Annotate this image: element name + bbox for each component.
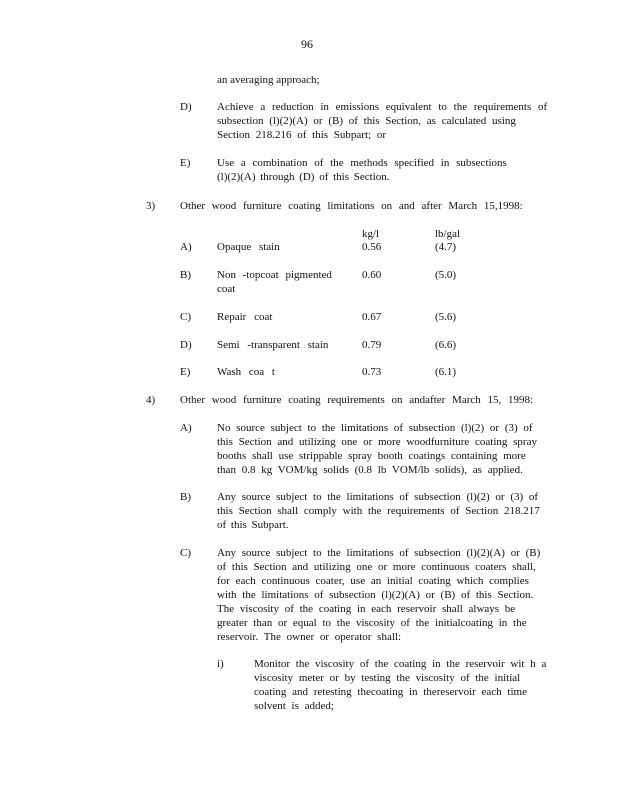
item-line: booths shall use strippable spray booth coatings containing more — [217, 450, 526, 462]
row-lb-value: (6.1) — [435, 366, 457, 378]
row-name: Semi -transparent stain — [217, 339, 329, 351]
item-d-line-2: subsection (l)(2)(A) or (B) of this Section, as calculated using — [217, 115, 516, 127]
row-kg-value: 0.73 — [362, 366, 382, 378]
item-4a-text — [217, 421, 539, 477]
item-line: The viscosity of the coating in each reservoir shall always be — [217, 603, 516, 615]
section-4-heading: Other wood furniture coating requirements on andafter March 15, 1998: — [180, 394, 534, 406]
row-lb-value: (5.6) — [435, 311, 457, 323]
sub-item-label: i) — [217, 658, 224, 670]
row-name-continued: coat — [217, 283, 236, 295]
item-label-e: E) — [180, 157, 191, 169]
row-lb-value: (5.0) — [435, 269, 457, 281]
sub-item-line: solvent is added; — [254, 700, 334, 712]
item-line: for each continuous coater, use an initial coating which complies — [217, 575, 529, 587]
item-d-text — [217, 100, 548, 142]
row-name: Non -topcoat pigmented — [217, 269, 332, 281]
item-line: with the limitations of subsection (l)(2)(A) or (B) of this Section. — [217, 589, 534, 601]
sub-item-line: coating and retesting thecoating in thereservoir each time — [254, 686, 527, 698]
page-number: 96 — [301, 37, 313, 51]
row-kg-value: 0.79 — [362, 339, 382, 351]
item-d-line-1: Achieve a reduction in emissions equivalent to the requirements of — [217, 101, 548, 113]
section-3-heading: Other wood furniture coating limitations on and after March 15,1998: — [180, 200, 523, 212]
item-line: Any source subject to the limitations of subsection (l)(2) or (3) of — [217, 491, 539, 503]
item-e-line-2: (l)(2)(A) through (D) of this Section. — [217, 171, 390, 183]
item-line: of this Section and utilizing one or more continuous coaters shall, — [217, 561, 536, 573]
item-4b-text — [217, 490, 539, 532]
sub-item-line: viscosity meter or by testing the viscosity of the initial — [254, 672, 521, 684]
row-name: Opaque stain — [217, 241, 280, 253]
item-line: No source subject to the limitations of subsection (l)(2) or (3) of — [217, 422, 533, 434]
item-line: reservoir. The owner or operator shall: — [217, 631, 402, 643]
item-e-line-1: Use a combination of the methods specified in subsections — [217, 157, 507, 169]
item-label-d: D) — [180, 101, 192, 113]
sub-item-line: Monitor the viscosity of the coating in the reservoir wit h a — [254, 658, 547, 670]
row-label: A) — [180, 241, 192, 253]
item-line: this Section shall comply with the requirements of Section 218.217 — [217, 505, 540, 517]
row-lb-value: (6.6) — [435, 339, 457, 351]
sub-item-text — [254, 657, 547, 713]
item-e-text — [217, 156, 517, 184]
item-label: B) — [180, 491, 191, 503]
row-label: C) — [180, 311, 191, 323]
item-label: A) — [180, 422, 192, 434]
row-name: Wash coa t — [217, 366, 275, 378]
column-header-kg: kg/l — [362, 228, 380, 240]
item-d-line-3: Section 218.216 of this Subpart; or — [217, 129, 386, 141]
row-kg-value: 0.56 — [362, 241, 382, 253]
item-4c-text — [217, 546, 539, 644]
item-line: than 0.8 kg VOM/kg solids (0.8 lb VOM/lb solids), as applied. — [217, 464, 523, 476]
section-4-number: 4) — [146, 394, 156, 406]
item-line: of this Subpart. — [217, 519, 289, 531]
row-kg-value: 0.60 — [362, 269, 382, 281]
row-lb-value: (4.7) — [435, 241, 457, 253]
item-line: this Section and utilizing one or more woodfurniture coating spray — [217, 436, 537, 448]
item-line: greater than or equal to the viscosity of the initialcoating in the — [217, 617, 527, 629]
row-kg-value: 0.67 — [362, 311, 382, 323]
row-label: D) — [180, 339, 192, 351]
item-label: C) — [180, 547, 191, 559]
item-line: Any source subject to the limitations of subsection (l)(2)(A) or (B) — [217, 547, 541, 559]
row-label: E) — [180, 366, 191, 378]
lead-line: an averaging approach; — [217, 74, 320, 86]
column-header-lb: lb/gal — [435, 228, 461, 240]
row-label: B) — [180, 269, 191, 281]
section-3-number: 3) — [146, 200, 156, 212]
row-name: Repair coat — [217, 311, 273, 323]
